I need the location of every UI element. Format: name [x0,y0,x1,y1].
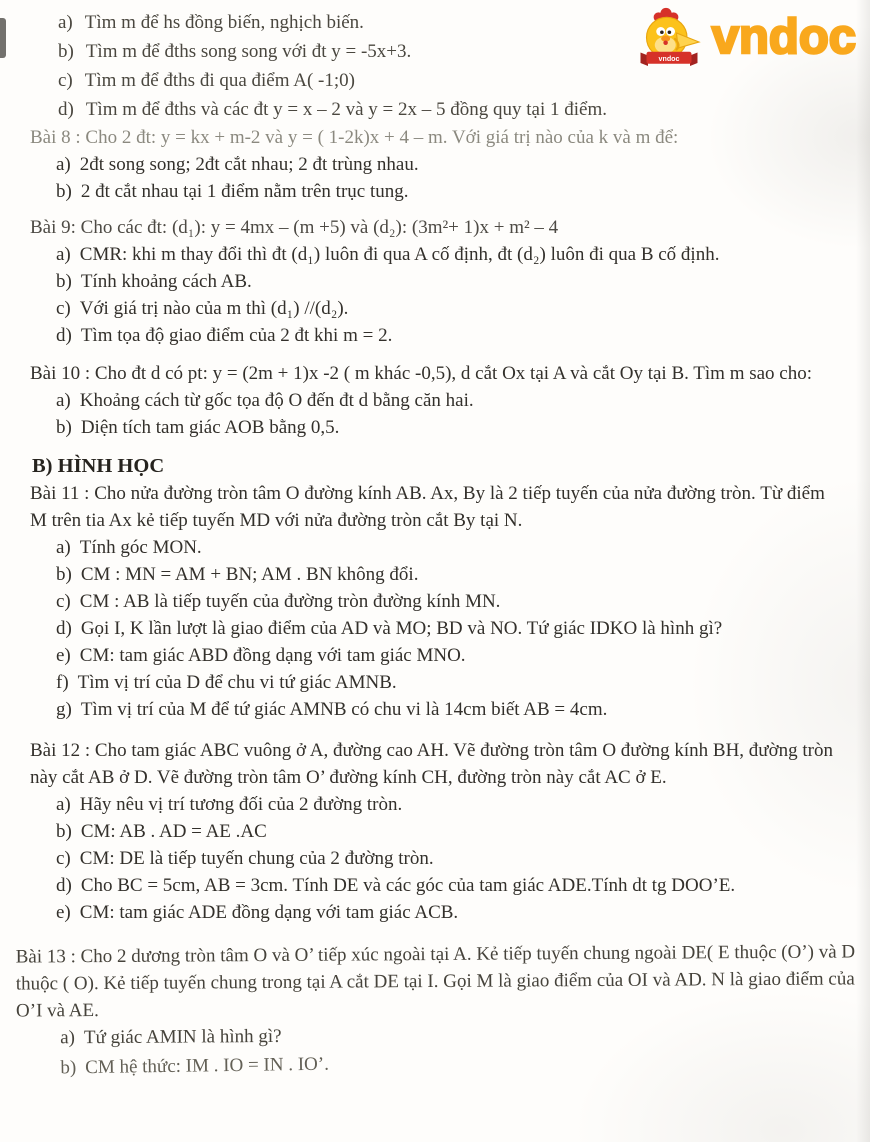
item-label: b) [60,1057,77,1079]
problem-item [56,295,844,322]
item-label: a) [56,244,71,265]
problem-item [56,151,844,178]
problem-item [56,534,844,561]
item-label: g) [56,699,72,720]
item-label: d) [56,325,72,346]
problem-item [56,561,844,588]
item-label: e) [56,902,71,923]
problem-title: Bài 8 : Cho 2 đt: y = kx + m-2 và y = ( 1-2k)x + 4 – m. Với giá trị nào của k và m để: [30,127,679,148]
item-label: b) [56,564,72,585]
item-label: a) [56,154,71,175]
problem-item [56,642,844,669]
item-label: d) [56,875,72,896]
problem-item [56,588,844,615]
item-text: CM : AB là tiếp tuyến của đường tròn đường kính MN. [79,591,501,612]
item-text: CM: tam giác ABD đồng dạng với tam giác MNO. [79,645,466,666]
item-text: CM: AB . AD = AE .AC [80,821,267,842]
item-text: Với giá trị nào của m thì (d₁) //(d₂). [79,298,349,319]
problem-bai-13 [0,938,870,1078]
problem-title: Bài 11 : Cho nửa đường tròn tâm O đường kính AB. Ax, By là 2 tiếp tuyến của nửa đường tròn. Từ điểm M trên tia Ax kẻ tiếp tuyến MD với nửa đường tròn cắt By tại N. [30,483,825,531]
item-text: 2đt song song; 2đt cắt nhau; 2 đt trùng nhau. [79,154,419,175]
intro-item-c [58,66,840,95]
intro-item-a [58,8,840,37]
item-text: Tìm m để hs đồng biến, nghịch biến. [84,12,364,33]
item-text: Diện tích tam giác AOB bằng 0,5. [80,417,340,438]
item-text: Tìm m để đths đi qua điểm A( -1;0) [84,70,355,91]
mascot-banner-text: vndoc [658,54,680,63]
item-text: CM: tam giác ADE đồng dạng với tam giác ACB. [79,902,459,923]
item-text: Hãy nêu vị trí tương đối của 2 đường tròn. [79,794,403,815]
vndoc-wordmark: vndoc [711,10,856,64]
item-label: b) [56,181,72,202]
item-text: Khoảng cách từ gốc tọa độ O đến đt d bằng căn hai. [79,390,474,411]
section-heading-hinh-hoc: B) HÌNH HỌC [32,455,165,477]
item-text: Tính khoảng cách AB. [80,271,252,292]
item-text: Cho BC = 5cm, AB = 3cm. Tính DE và các góc của tam giác ADE.Tính dt tg DOO’E. [80,875,736,896]
problem-item [56,615,844,642]
intro-subquestion-list [0,8,870,124]
item-text: Tính góc MON. [79,537,202,558]
item-text: Tìm m để đths và các đt y = x – 2 và y = 2x – 5 đồng quy tại 1 điểm. [85,99,607,120]
problem-item [56,387,844,414]
problem-title: Bài 9: Cho các đt: (d₁): y = 4mx – (m +5) và (d₂): (3m²+ 1)x + m² – 4 [30,217,559,238]
problem-item [56,872,856,899]
problem-title: Bài 10 : Cho đt d có pt: y = (2m + 1)x -2 ( m khác -0,5), d cắt Ox tại A và cắt Oy tại B. Tìm m sao cho: [30,363,813,384]
problem-item [56,178,844,205]
problem-bai-8 [0,124,870,205]
item-label: a) [56,794,71,815]
problem-item [56,899,856,926]
problem-bai-10 [0,360,870,441]
item-label: f) [56,672,69,693]
item-text: Tìm m để đths song song với đt y = -5x+3. [85,41,412,62]
problem-item [56,414,844,441]
problem-item [56,791,856,818]
item-label: c) [58,70,73,91]
problem-item [56,268,844,295]
item-label: c) [56,591,71,612]
item-label: a) [56,537,71,558]
item-label: d) [58,99,74,120]
item-label: b) [56,417,72,438]
problem-title: Bài 13 : Cho 2 dương tròn tâm O và O’ tiếp xúc ngoài tại A. Kẻ tiếp tuyến chung ngoài DE( E thuộc (O’) và D thuộc ( O). Kẻ tiếp tuyến chung trong tại A cắt DE tại I. Gọi M là giao điểm của OI và AD. N là giao điểm của O’I và AE. [15,941,856,1022]
item-label: a) [60,1027,76,1049]
item-text: CMR: khi m thay đổi thì đt (d₁) luôn đi qua A cố định, đt (d₂) luôn đi qua B cố định. [79,244,720,265]
problem-item [56,818,856,845]
item-label: b) [56,271,72,292]
item-label: a) [58,12,73,33]
item-text: Tứ giác AMIN là hình gì? [83,1025,282,1049]
item-text: Tìm tọa độ giao điểm của 2 đt khi m = 2. [80,325,393,346]
item-text: Tìm vị trí của M để tứ giác AMNB có chu vi là 14cm biết AB = 4cm. [80,699,608,720]
item-text: 2 đt cắt nhau tại 1 điểm nằm trên trục tung. [80,181,409,202]
item-text: Gọi I, K lần lượt là giao điểm của AD và MO; BD và NO. Tứ giác IDKO là hình gì? [80,618,723,639]
item-text: CM: DE là tiếp tuyến chung của 2 đường tròn. [79,848,434,869]
problem-item [56,241,844,268]
item-label: b) [58,41,74,62]
problem-item [56,322,844,349]
item-text: CM hệ thức: IM . IO = IN . IO’. [85,1053,330,1079]
intro-item-b [58,37,840,66]
item-label: a) [56,390,71,411]
problem-item [56,669,844,696]
problem-title: Bài 12 : Cho tam giác ABC vuông ở A, đường cao AH. Vẽ đường tròn tâm O đường kính BH, đường tròn này cắt AB ở D. Vẽ đường tròn tâm O’ đường kính CH, đường tròn này cắt AC ở E. [30,740,834,788]
problem-item [56,845,856,872]
item-label: d) [56,618,72,639]
item-label: c) [56,298,71,319]
item-text: Tìm vị trí của D để chu vi tứ giác AMNB. [77,672,397,693]
problem-bai-12 [0,737,870,926]
problem-bai-9 [0,214,870,349]
item-label: b) [56,821,72,842]
item-text: CM : MN = AM + BN; AM . BN không đổi. [80,564,419,585]
intro-item-d [58,95,840,124]
problem-item [56,696,844,723]
problem-bai-11 [0,480,870,723]
item-label: c) [56,848,71,869]
item-label: e) [56,645,71,666]
